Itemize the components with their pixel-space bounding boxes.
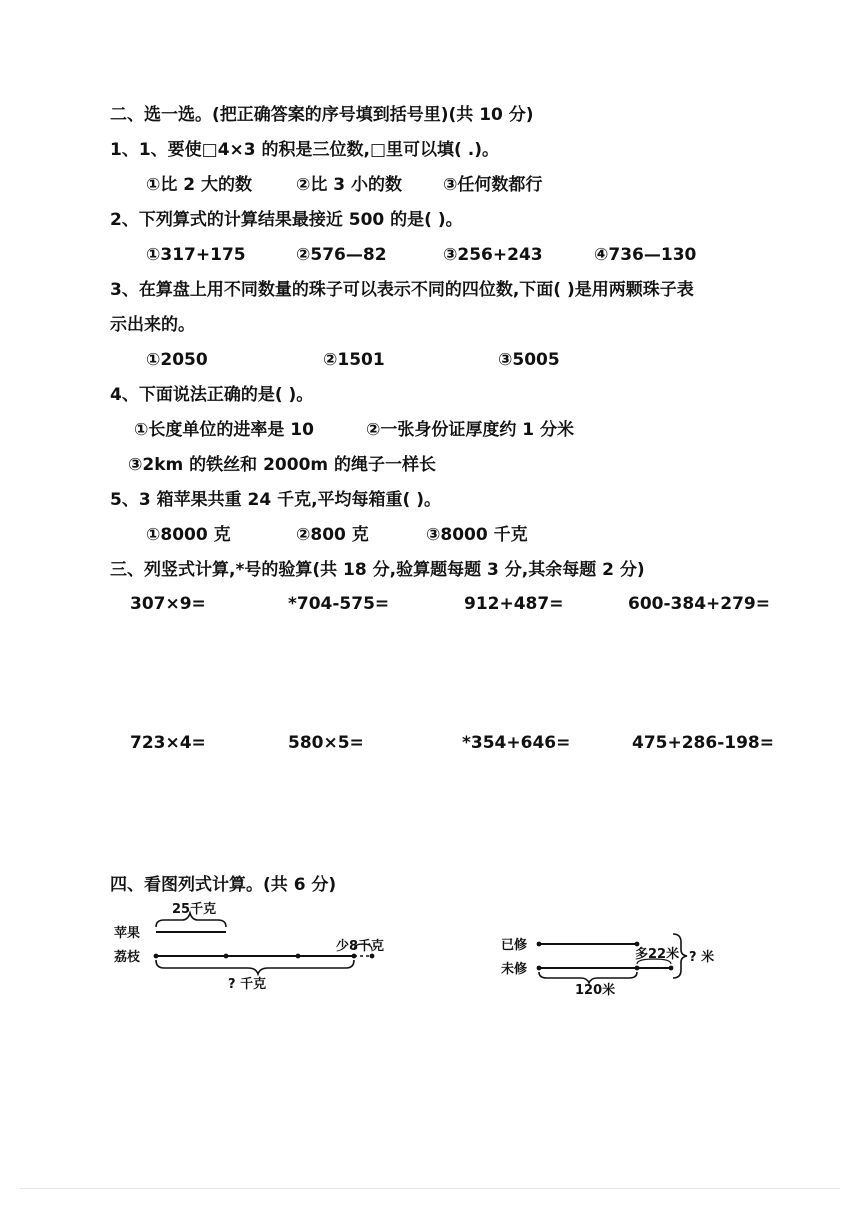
q4-option-1: ①长度单位的进率是 10 (134, 420, 314, 440)
calc-7: *354+646= (462, 733, 571, 753)
section-picture-header: 四、看图列式计算。(共 6 分) (110, 875, 337, 895)
q1-option-2: ②比 3 小的数 (296, 175, 403, 195)
question-3-continued: 示出来的。 (110, 315, 195, 335)
q5-option-3: ③8000 千克 (426, 525, 528, 545)
less-label-8kg: 少8千克 (336, 939, 385, 954)
label-unrepaired: 未修 (501, 962, 528, 977)
q2-option-2: ②576—82 (296, 245, 387, 265)
calc-5: 723×4= (130, 733, 206, 753)
line-diagram-road-repair (495, 926, 735, 1006)
question-4: 4、下面说法正确的是( )。 (110, 385, 314, 405)
calc-2: *704-575= (288, 594, 390, 614)
question-3: 3、在算盘上用不同数量的珠子可以表示不同的四位数,下面( )是用两颗珠子表 (110, 280, 694, 300)
calc-3: 912+487= (464, 594, 564, 614)
calc-6: 580×5= (288, 733, 364, 753)
bottom-label-120m: 120米 (575, 983, 616, 998)
q4-option-2: ②一张身份证厚度约 1 分米 (366, 420, 575, 440)
q5-option-1: ①8000 克 (146, 525, 231, 545)
page-bottom-divider (20, 1188, 840, 1189)
calc-1: 307×9= (130, 594, 206, 614)
q4-option-3: ③2km 的铁丝和 2000m 的绳子一样长 (128, 455, 437, 475)
question-1: 1、1、要使□4×3 的积是三位数,□里可以填( .)。 (110, 140, 499, 160)
q2-option-4: ④736—130 (594, 245, 697, 265)
question-2: 2、下列算式的计算结果最接近 500 的是( )。 (110, 210, 463, 230)
label-apple: 苹果 (114, 926, 141, 941)
question-5: 5、3 箱苹果共重 24 千克,平均每箱重( )。 (110, 490, 441, 510)
q5-option-2: ②800 克 (296, 525, 369, 545)
q3-option-2: ②1501 (323, 350, 385, 370)
calc-4: 600-384+279= (628, 594, 771, 614)
more-label-22m: 多22米 (635, 947, 680, 962)
total-label-kg: ? 千克 (228, 977, 267, 992)
label-repaired: 已修 (501, 938, 528, 953)
q2-option-1: ①317+175 (146, 245, 246, 265)
total-label-m: ? 米 (689, 950, 715, 965)
brace-label-25kg: 25千克 (172, 902, 217, 917)
calc-8: 475+286-198= (632, 733, 775, 753)
section-vertical-header: 三、列竖式计算,*号的验算(共 18 分,验算题每题 3 分,其余每题 2 分) (110, 560, 645, 580)
q3-option-3: ③5005 (498, 350, 560, 370)
q3-option-1: ①2050 (146, 350, 208, 370)
q1-option-3: ③任何数都行 (443, 175, 543, 195)
line-diagram-apple-lychee (100, 900, 420, 1000)
q2-option-3: ③256+243 (443, 245, 543, 265)
q1-option-1: ①比 2 大的数 (146, 175, 253, 195)
section-choice-header: 二、选一选。(把正确答案的序号填到括号里)(共 10 分) (110, 105, 534, 125)
label-lychee: 荔枝 (114, 950, 141, 965)
